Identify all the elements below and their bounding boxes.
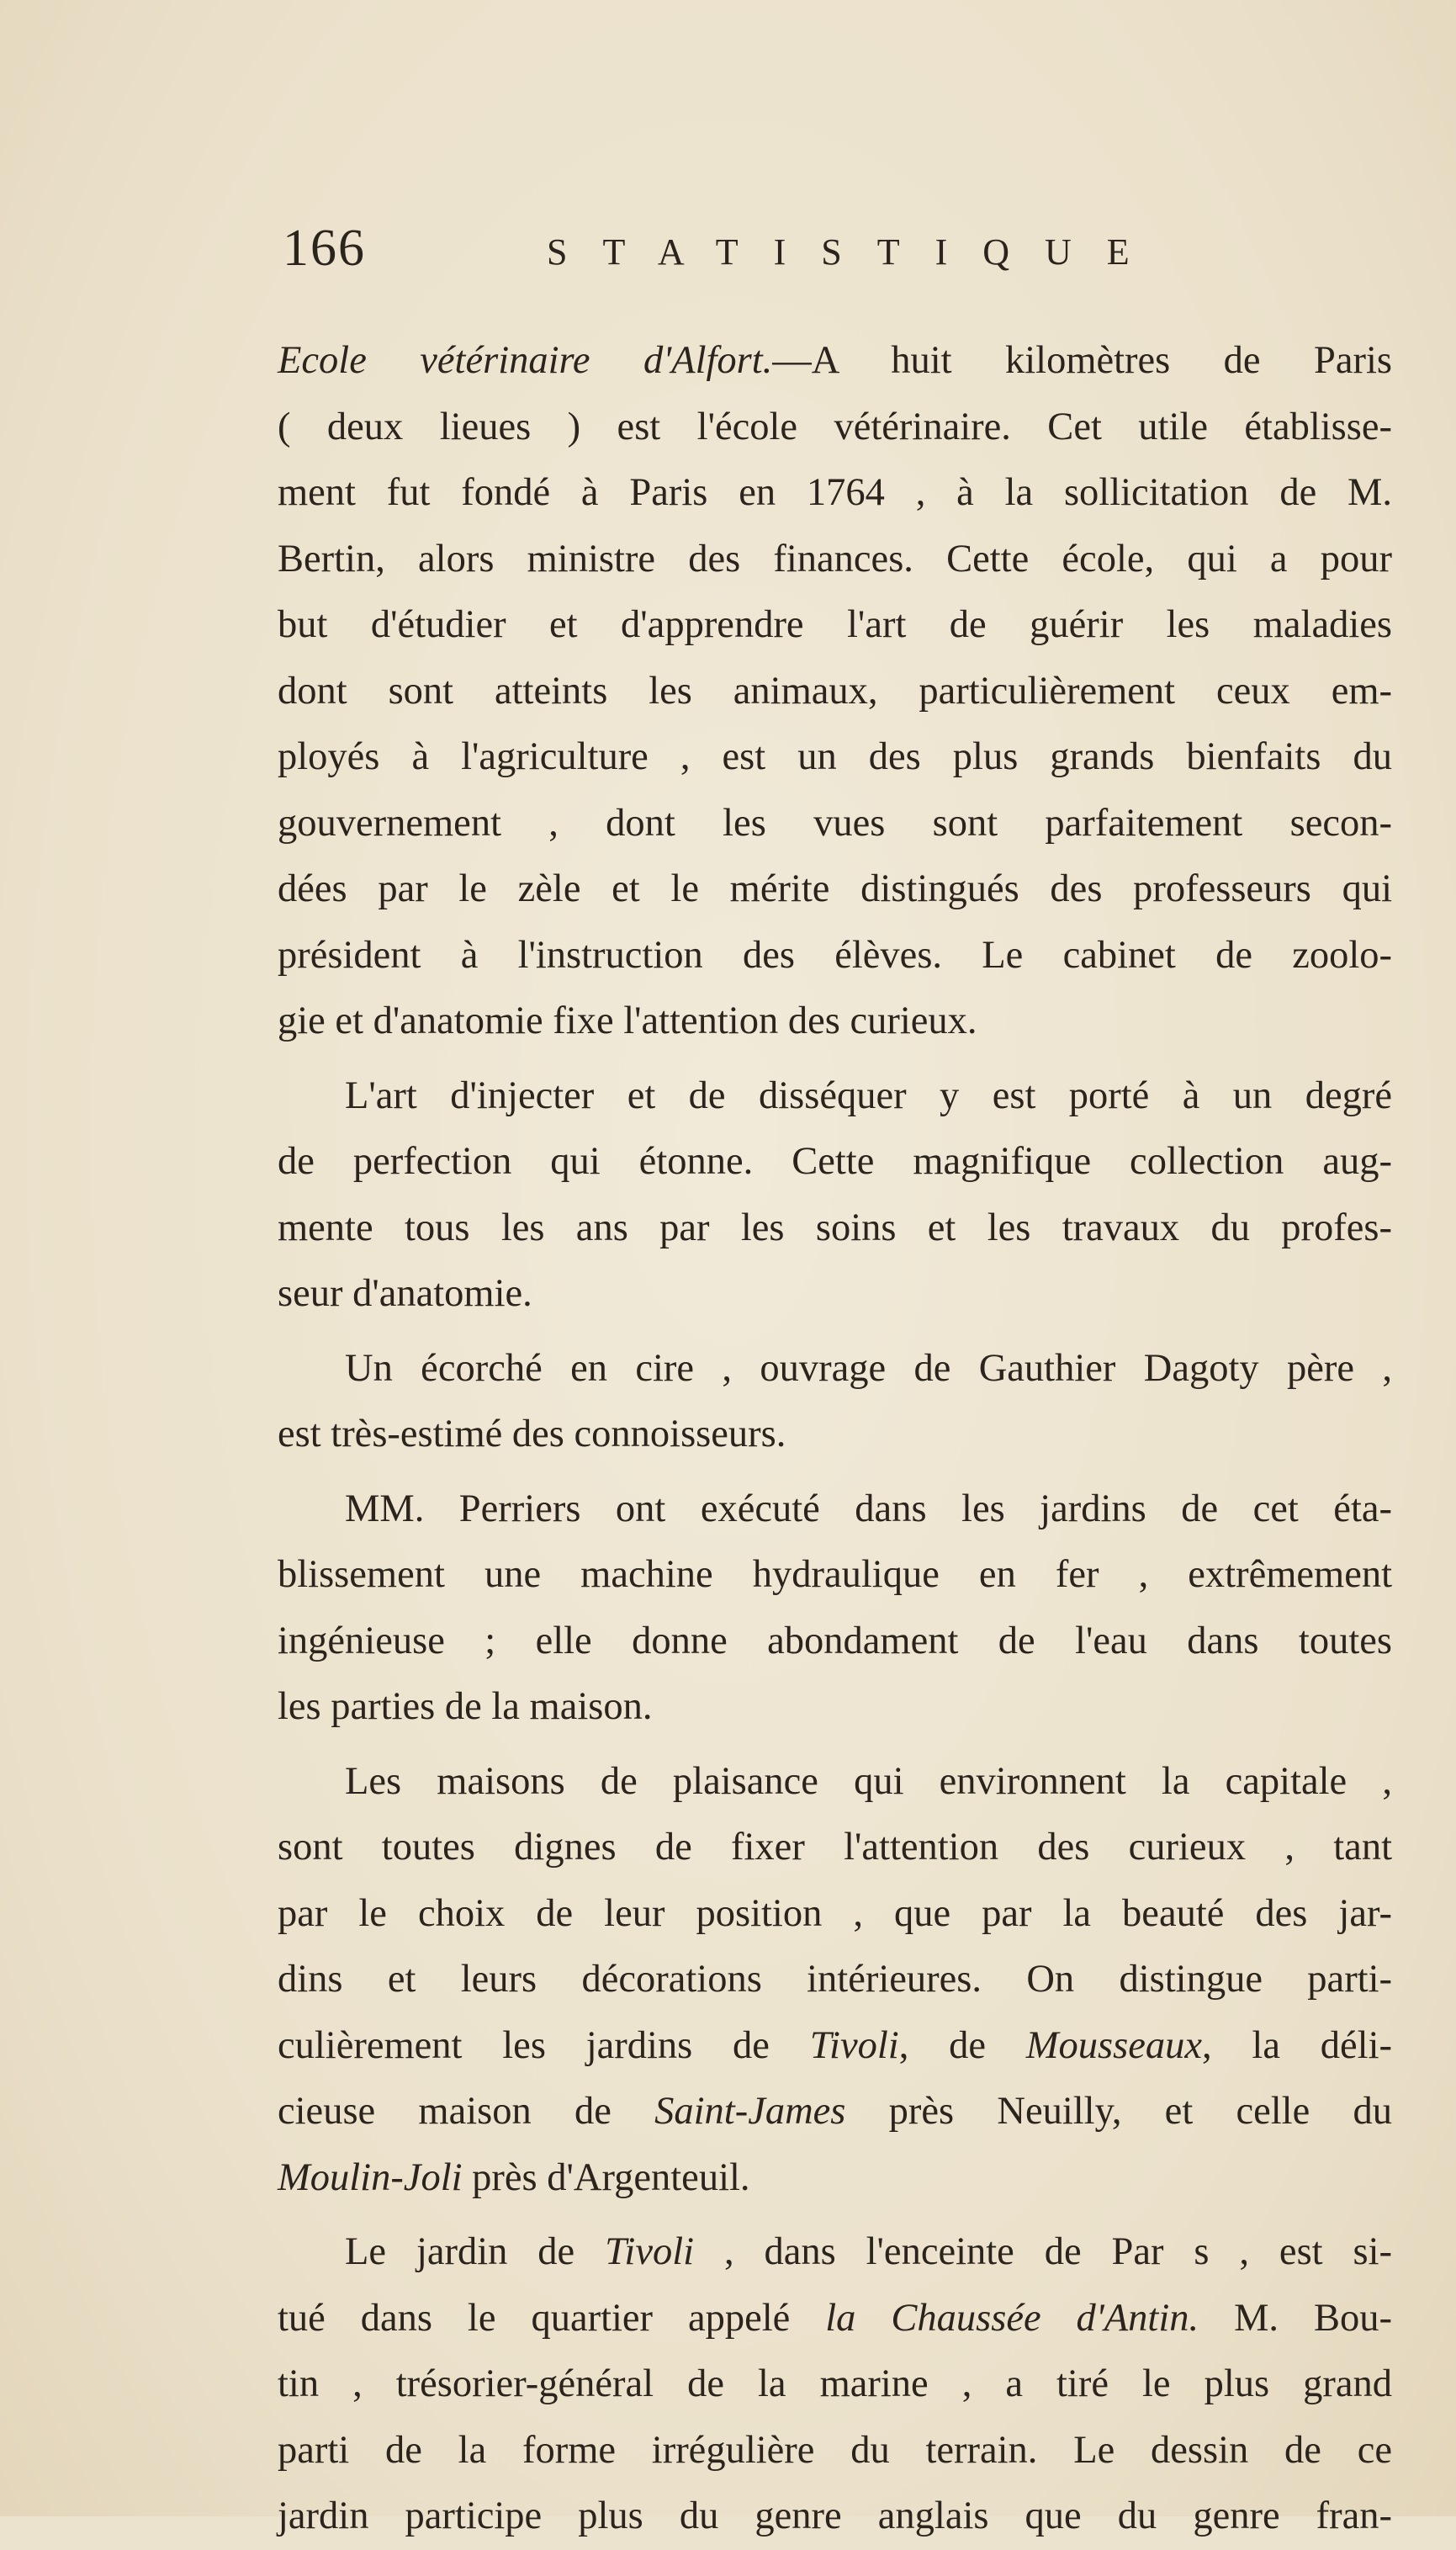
italic-text: Mousseaux	[1025, 2023, 1203, 2067]
text-line	[278, 1815, 1392, 1881]
text-line	[278, 1063, 1392, 1130]
text-segment: dont sont atteints les animaux, particulièrement ceux em-	[278, 669, 1392, 713]
text-line	[278, 1261, 1392, 1328]
text-segment: Les maisons de plaisance qui environnent la capitale ,	[345, 1759, 1392, 1803]
text-segment: jardin participe plus du genre anglais que du genre fran-	[278, 2494, 1392, 2537]
page-header	[278, 202, 1392, 328]
text-segment: les parties de la maison.	[278, 1685, 653, 1728]
text-segment: seur d'anatomie.	[278, 1272, 532, 1315]
text-line	[278, 2079, 1392, 2145]
text-segment: M. Bou-	[1199, 2296, 1392, 2340]
text-segment: —A huit kilomètres de Paris	[772, 339, 1392, 382]
text-segment: Un écorché en cire , ouvrage de Gauthier Dagoty père ,	[345, 1346, 1392, 1390]
text-line	[278, 2145, 1392, 2212]
text-line	[278, 2484, 1392, 2550]
text-segment: gie et d'anatomie fixe l'attention des curieux.	[278, 999, 977, 1042]
text-segment: ( deux lieues ) est l'école vétérinaire. Cet utile établisse-	[278, 405, 1392, 448]
text-line	[278, 1336, 1392, 1402]
text-line	[278, 2013, 1392, 2080]
text-line	[278, 460, 1392, 527]
text-line	[278, 2351, 1392, 2418]
text-line	[278, 592, 1392, 659]
text-segment: culièrement les jardins de	[278, 2023, 810, 2067]
text-segment: dées par le zèle et le mérite distingués des professeurs qui	[278, 867, 1392, 910]
text-line	[278, 1542, 1392, 1609]
text-segment: près d'Argenteuil.	[462, 2155, 750, 2199]
text-line	[278, 659, 1392, 725]
text-segment: tué dans le quartier appelé	[278, 2296, 826, 2340]
text-segment: ingénieuse ; elle donne abondament de l'eau dans toutes	[278, 1619, 1392, 1662]
text-line	[278, 1195, 1392, 1262]
text-line	[278, 1749, 1392, 1816]
text-block	[278, 202, 1392, 2550]
italic-text: Saint-James	[654, 2090, 846, 2133]
paragraph	[278, 1063, 1392, 1328]
text-segment: de perfection qui étonne. Cette magnifique collection aug-	[278, 1140, 1392, 1183]
text-line	[278, 2219, 1392, 2286]
italic-text: Tivoli	[605, 2230, 695, 2273]
text-line	[278, 856, 1392, 923]
paragraph	[278, 1476, 1392, 1741]
text-segment: gouvernement , dont les vues sont parfaitement secon-	[278, 801, 1392, 845]
text-line	[278, 2286, 1392, 2352]
body-text	[278, 328, 1392, 2550]
paragraph	[278, 2219, 1392, 2550]
text-line	[278, 1476, 1392, 1543]
text-line	[278, 1129, 1392, 1195]
text-segment: , de	[898, 2023, 1026, 2067]
text-segment: sont toutes dignes de fixer l'attention des curieux , tant	[278, 1826, 1392, 1869]
text-segment: président à l'instruction des élèves. Le cabinet de zoolo-	[278, 933, 1392, 977]
text-segment: tin , trésorier-général de la marine , a tiré le plus grand	[278, 2362, 1392, 2405]
text-segment: dins et leurs décorations intérieures. On distingue parti-	[278, 1958, 1392, 2001]
text-segment: par le choix de leur position , que par la beauté des jar-	[278, 1891, 1392, 1935]
running-head: STATISTIQUE	[547, 231, 1165, 273]
text-line	[278, 1402, 1392, 1468]
text-line	[278, 395, 1392, 461]
text-segment: cieuse maison de	[278, 2090, 655, 2133]
italic-text: la Chaussée d'Antin.	[825, 2296, 1199, 2340]
text-line	[278, 1674, 1392, 1741]
text-line	[278, 724, 1392, 791]
text-line	[278, 328, 1392, 395]
text-line	[278, 989, 1392, 1055]
text-segment: Bertin, alors ministre des finances. Cette école, qui a pour	[278, 537, 1392, 581]
text-segment: près Neuilly, et celle du	[845, 2090, 1392, 2133]
text-line	[278, 1947, 1392, 2013]
italic-text: Moulin-Joli	[278, 2155, 463, 2199]
text-segment: parti de la forme irrégulière du terrain. Le dessin de ce	[278, 2428, 1392, 2472]
text-segment: est très-estimé des connoisseurs.	[278, 1413, 786, 1455]
italic-text: Ecole vétérinaire d'Alfort.	[278, 339, 773, 382]
text-segment: Le jardin de	[345, 2230, 606, 2273]
text-segment: MM. Perriers ont exécuté dans les jardins de cet éta-	[345, 1487, 1392, 1530]
text-line	[278, 923, 1392, 989]
text-line	[278, 791, 1392, 857]
text-line	[278, 527, 1392, 593]
text-segment: but d'étudier et d'apprendre l'art de guérir les maladies	[278, 603, 1392, 646]
text-segment: blissement une machine hydraulique en fer , extrêmement	[278, 1553, 1392, 1596]
paragraph	[278, 1749, 1392, 2212]
text-segment: ployés à l'agriculture , est un des plus grands bienfaits du	[278, 735, 1392, 778]
page-number: 166	[283, 220, 366, 277]
paragraph	[278, 1336, 1392, 1468]
text-segment: mente tous les ans par les soins et les travaux du profes-	[278, 1206, 1392, 1249]
paragraph	[278, 328, 1392, 1055]
text-line	[278, 1881, 1392, 1948]
text-line	[278, 2418, 1392, 2484]
text-segment: , la déli-	[1202, 2023, 1392, 2067]
text-segment: , dans l'enceinte de Par s , est si-	[694, 2230, 1392, 2273]
text-segment: ment fut fondé à Paris en 1764 , à la sollicitation de M.	[278, 471, 1392, 514]
text-line	[278, 1609, 1392, 1675]
italic-text: Tivoli	[809, 2023, 899, 2067]
text-segment: L'art d'injecter et de disséquer y est porté à un degré	[345, 1074, 1392, 1117]
